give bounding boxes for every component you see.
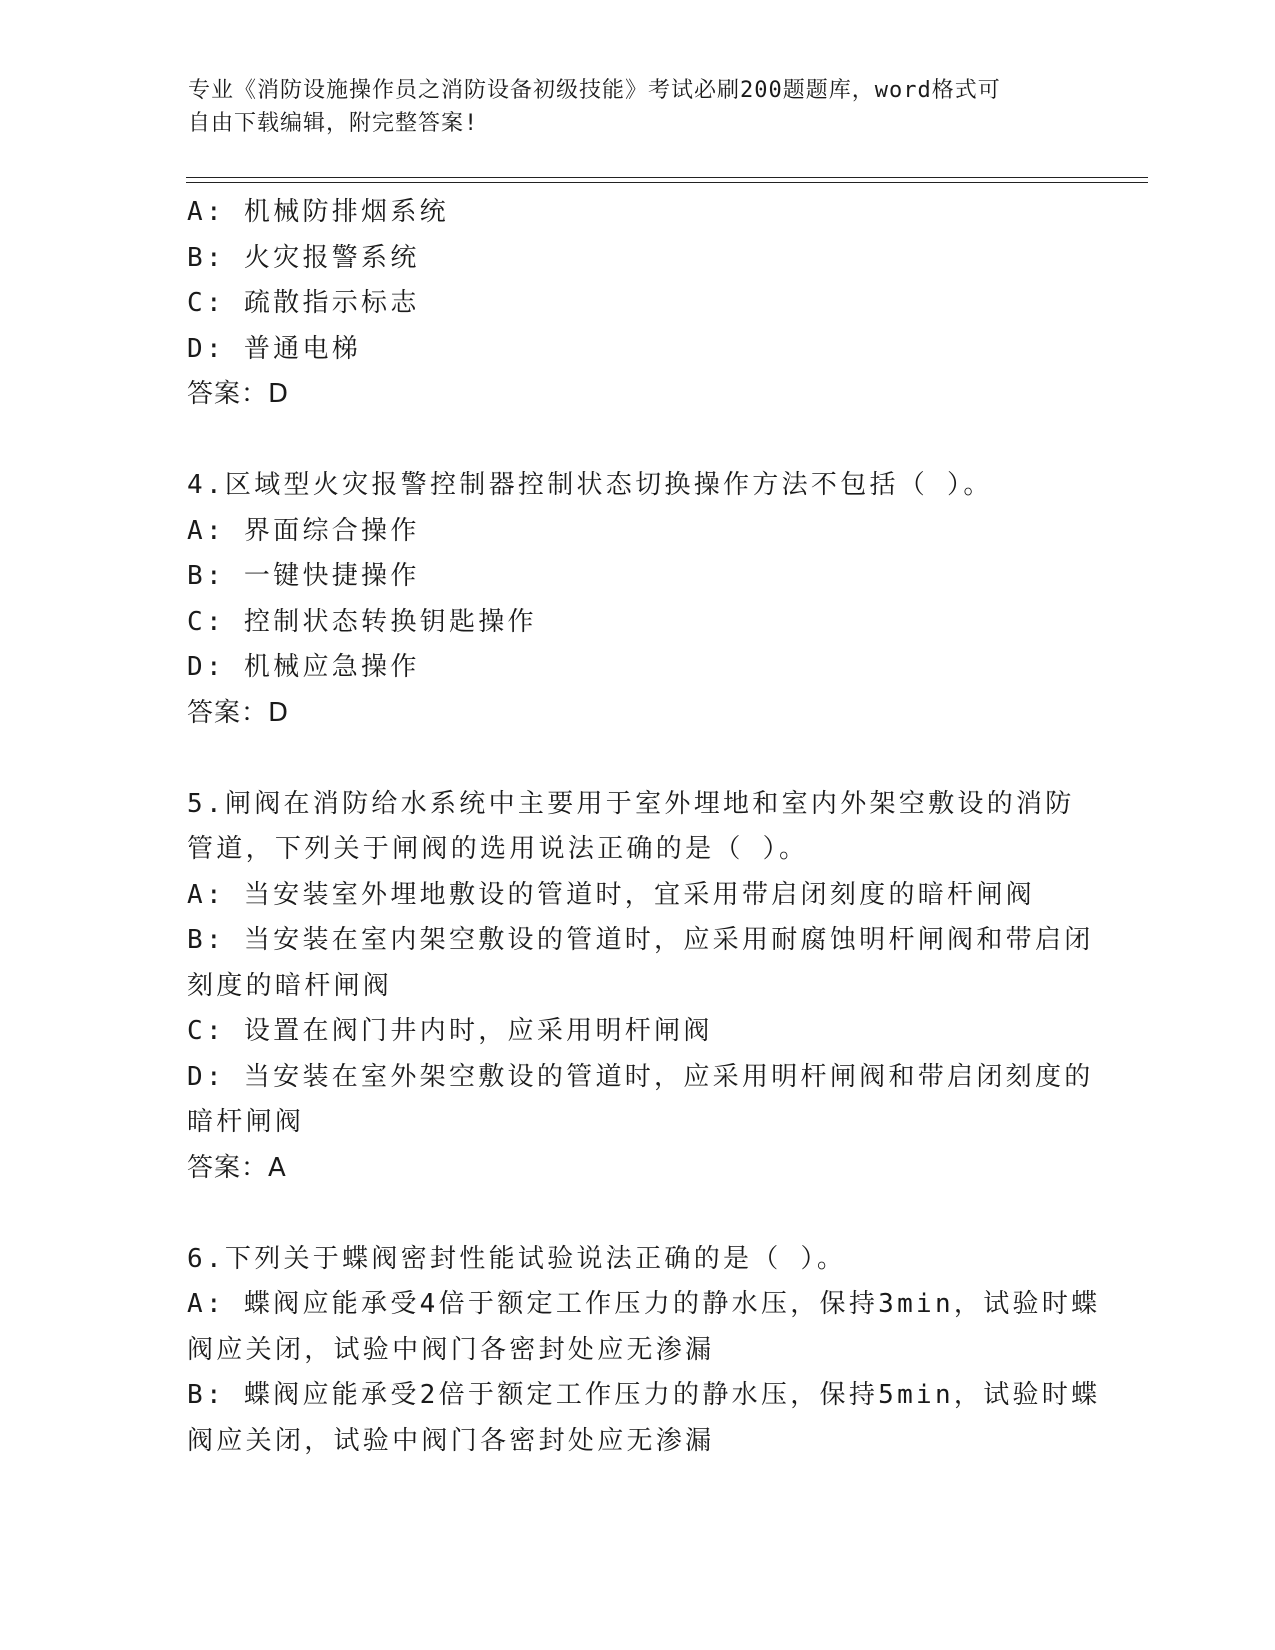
question-list [187, 190, 1101, 1464]
header-divider-bottom [186, 182, 1148, 183]
option-d-cont: 暗杆闸阀 [187, 1107, 305, 1137]
document-header [188, 74, 1088, 140]
spacer [187, 418, 1087, 464]
option-c: C: 设置在阀门井内时，应采用明杆闸阀 [187, 1016, 713, 1046]
option-b: B: 当安装在室内架空敷设的管道时，应采用耐腐蚀明杆闸阀和带启闭 [187, 925, 1094, 955]
option-a: A: 界面综合操作 [187, 515, 420, 546]
answer: 答案：D [187, 379, 290, 409]
spacer [187, 736, 1087, 782]
option-a: A: 蝶阀应能承受4倍于额定工作压力的静水压，保持3min，试验时蝶 [187, 1289, 1101, 1319]
option-b: B: 蝶阀应能承受2倍于额定工作压力的静水压，保持5min，试验时蝶 [187, 1380, 1101, 1410]
question-6 [187, 1237, 1101, 1465]
spacer [187, 1191, 1087, 1237]
option-d: D: 普通电梯 [187, 333, 362, 364]
option-d: D: 机械应急操作 [187, 652, 420, 682]
answer: 答案：D [187, 697, 290, 728]
option-b: B: 火灾报警系统 [187, 242, 420, 273]
option-b-cont: 刻度的暗杆闸阀 [187, 970, 393, 1001]
question-text: 5.闸阀在消防给水系统中主要用于室外埋地和室内外架空敷设的消防 [187, 788, 1075, 819]
option-c: C: 疏散指示标志 [187, 288, 420, 318]
header-line-2: 自由下载编辑，附完整答案! [188, 111, 479, 136]
question-3 [187, 190, 1087, 418]
header-divider-top [186, 177, 1148, 178]
option-d: D: 当安装在室外架空敷设的管道时，应采用明杆闸阀和带启闭刻度的 [187, 1061, 1094, 1092]
option-a-cont: 阀应关闭，试验中阀门各密封处应无渗漏 [187, 1334, 715, 1365]
option-a: A: 机械防排烟系统 [187, 197, 449, 227]
header-line-1: 专业《消防设施操作员之消防设备初级技能》考试必刷200题题库，word格式可 [188, 78, 1001, 103]
option-b-cont: 阀应关闭，试验中阀门各密封处应无渗漏 [187, 1425, 715, 1456]
option-b: B: 一键快捷操作 [187, 561, 420, 591]
option-c: C: 控制状态转换钥匙操作 [187, 606, 537, 637]
question-text: 6.下列关于蝶阀密封性能试验说法正确的是（ ）。 [187, 1243, 847, 1274]
question-4 [187, 463, 1087, 736]
question-text: 4.区域型火灾报警控制器控制状态切换操作方法不包括（ ）。 [187, 470, 993, 500]
question-5 [187, 782, 1094, 1192]
option-a: A: 当安装室外埋地敷设的管道时，宜采用带启闭刻度的暗杆闸阀 [187, 879, 1035, 910]
question-text-cont: 管道，下列关于闸阀的选用说法正确的是（ ）。 [187, 834, 809, 864]
answer: 答案：A [187, 1152, 287, 1183]
